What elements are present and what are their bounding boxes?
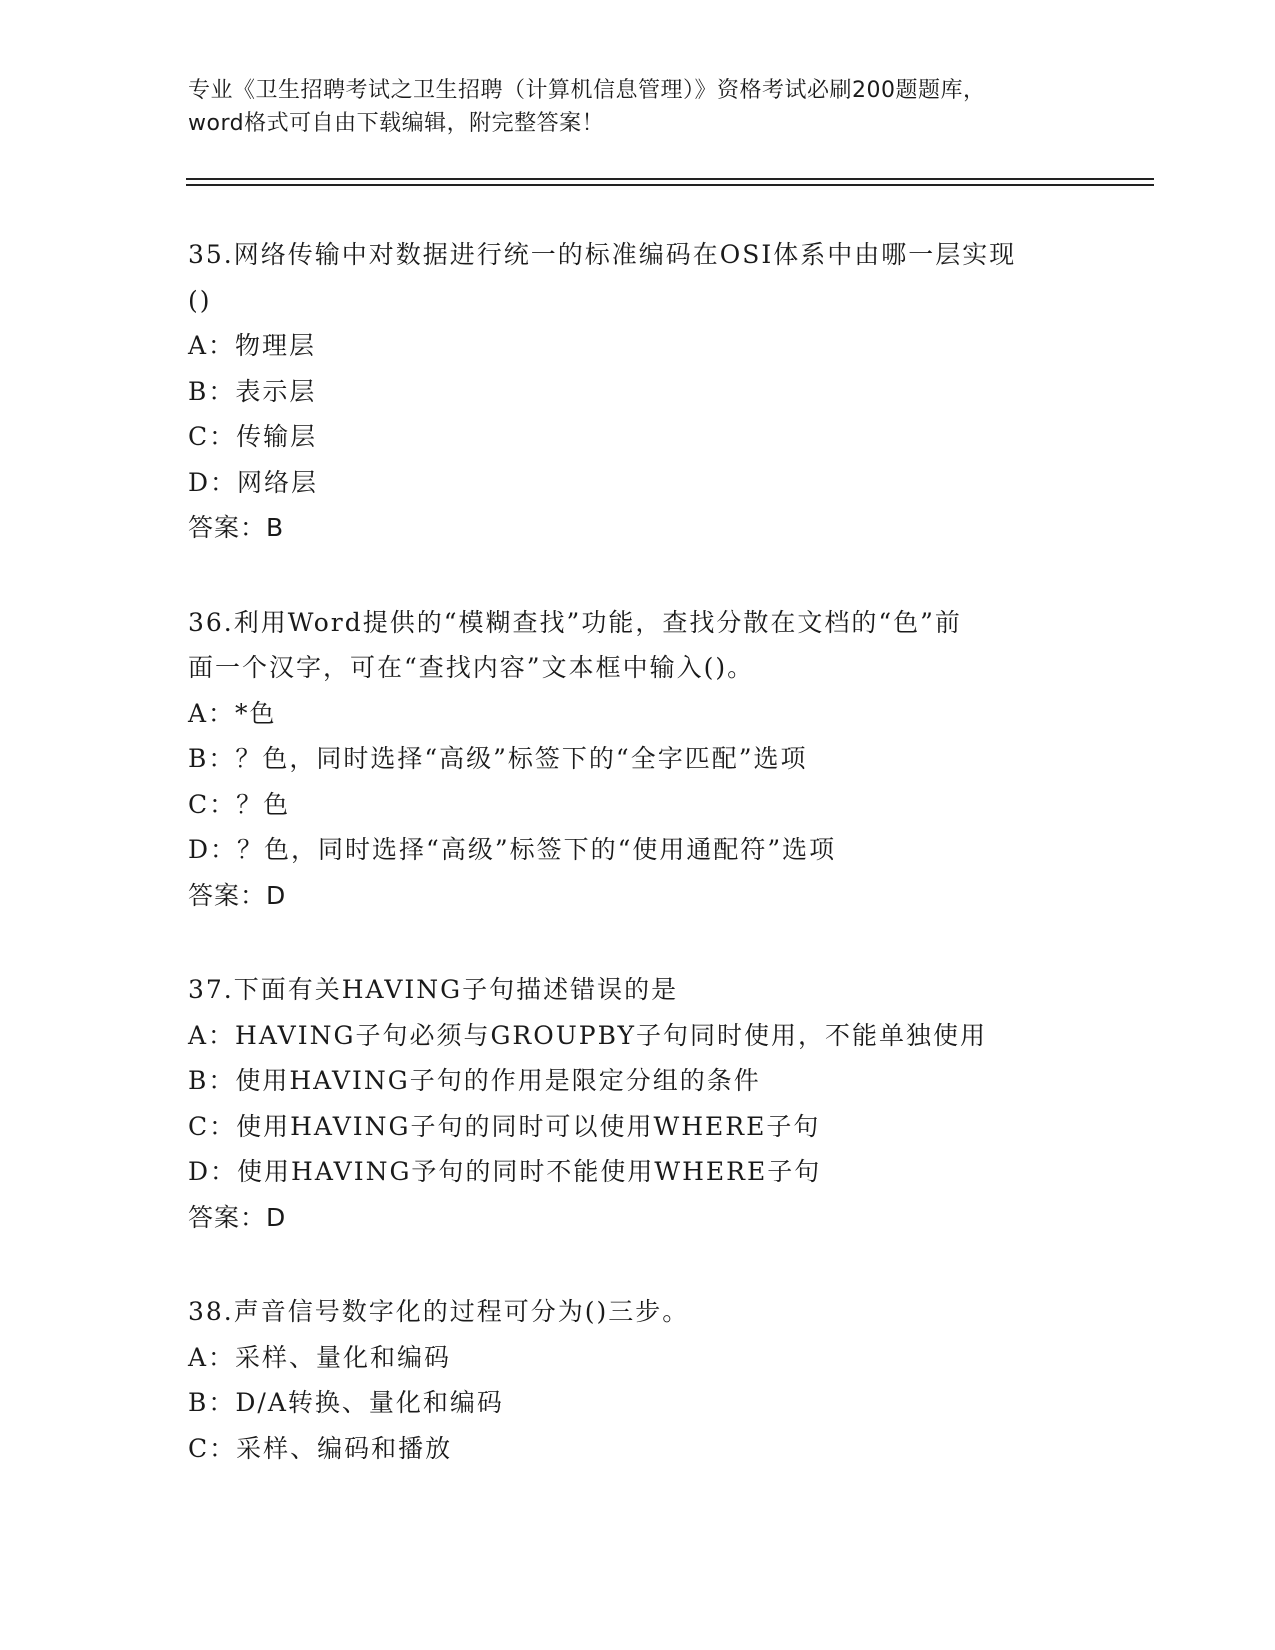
option-a: A：采样、量化和编码 — [188, 1342, 452, 1372]
question-list — [188, 232, 1148, 1520]
question-stem-continued: () — [188, 285, 212, 315]
question-stem: 38.声音信号数字化的过程可分为()三步。 — [188, 1297, 690, 1326]
question-stem-continued: 面一个汉字，可在“查找内容”文本框中输入()。 — [188, 653, 755, 682]
answer-label: 答案：D — [188, 1202, 287, 1232]
answer-label: 答案：B — [188, 513, 285, 542]
question-35 — [188, 232, 1148, 551]
document-header — [188, 74, 1088, 140]
option-b: B：D/A转换、量化和编码 — [188, 1388, 504, 1417]
option-a: A：HAVING子句必须与GROUPBY子句同时使用，不能单独使用 — [188, 1020, 988, 1050]
option-a: A：*色 — [188, 698, 277, 728]
question-36 — [188, 600, 1148, 919]
option-d: D：？色，同时选择“高级”标签下的“使用通配符”选项 — [188, 835, 837, 864]
answer-label: 答案：D — [188, 880, 287, 910]
question-stem: 35.网络传输中对数据进行统一的标准编码在OSI体系中由哪一层实现 — [188, 240, 1017, 269]
option-c: C：采样、编码和播放 — [188, 1433, 453, 1463]
option-b: B：表示层 — [188, 376, 317, 406]
question-stem: 37.下面有关HAVING子句描述错误的是 — [188, 975, 679, 1004]
question-38 — [188, 1289, 1148, 1471]
option-c: C：传输层 — [188, 422, 318, 451]
question-stem: 36.利用Word提供的“模糊查找”功能，查找分散在文档的“色”前 — [188, 607, 962, 637]
option-d: D：网络层 — [188, 467, 319, 497]
header-line-1: 专业《卫生招聘考试之卫生招聘（计算机信息管理）》资格考试必刷200题题库， — [188, 78, 986, 103]
option-b: B：使用HAVING子句的作用是限定分组的条件 — [188, 1066, 761, 1095]
option-c: C：？色 — [188, 789, 291, 819]
question-37 — [188, 967, 1148, 1240]
header-divider-top — [186, 178, 1154, 180]
option-d: D：使用HAVING予句的同时不能使用WHERE子句 — [188, 1157, 822, 1186]
option-b: B：？色，同时选择“高级”标签下的“全字匹配”选项 — [188, 744, 808, 773]
header-divider-bottom — [186, 184, 1154, 186]
option-a: A：物理层 — [188, 331, 317, 360]
header-line-2: word格式可自由下载编辑，附完整答案！ — [188, 111, 605, 136]
option-c: C：使用HAVING子句的同时可以使用WHERE子句 — [188, 1111, 821, 1141]
